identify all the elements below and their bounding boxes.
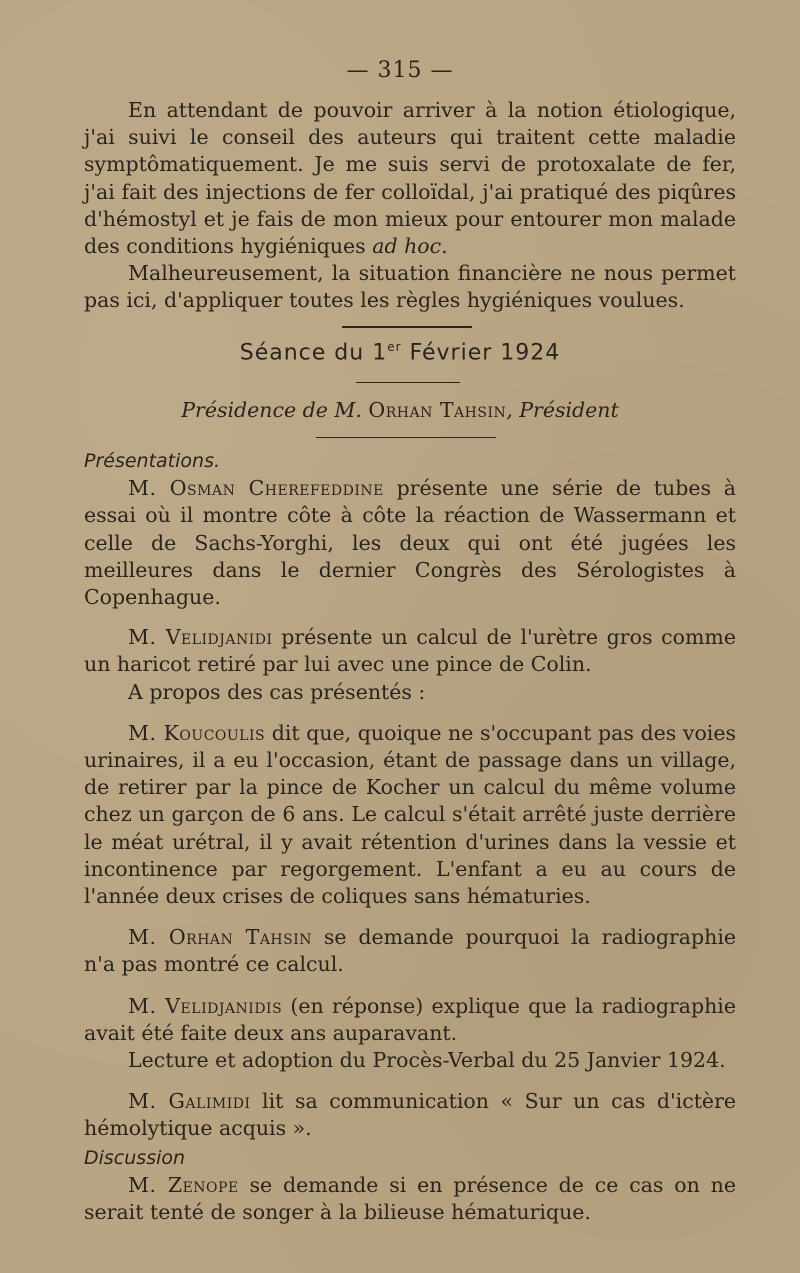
reply-velidjanidis	[84, 993, 736, 1047]
discussion-label: Discussion	[84, 1146, 186, 1169]
intro-italic-ad-hoc: ad hoc.	[372, 234, 448, 259]
presidence-name: Orhan Tahsin	[368, 398, 507, 422]
paragraph-text: se demande pourquoi la radiographie n'a pas montré ce calcul.	[84, 925, 737, 977]
paragraph-text: (en réponse) explique que la radiographie avait été faite deux ans auparavant.	[84, 993, 736, 1045]
remark-orhan-tahsin	[84, 924, 736, 978]
presidence-prefix: Présidence de M.	[181, 398, 369, 422]
proces-verbal-line: Lecture et adoption du Procès-Verbal du 25 Janvier 1924.	[128, 1048, 726, 1073]
speaker-name: M. Koucoulis	[128, 720, 266, 745]
remark-koucoulis	[84, 720, 736, 910]
presentations-section	[84, 448, 736, 1226]
intro-text	[84, 97, 736, 315]
speaker-name: M. Galimidi	[128, 1089, 251, 1114]
seance-title-start: Séance du 1	[239, 340, 388, 366]
presentations-label: Présentations.	[84, 450, 221, 472]
seance-heading	[0, 340, 800, 365]
speaker-name: M. Velidjanidis	[128, 993, 283, 1018]
presentation-velidjanidi	[84, 624, 736, 678]
communication-galimidi	[84, 1088, 736, 1142]
intro-paragraph-1-text: En attendant de pouvoir arriver à la notion étiologique, j'ai suivi le conseil des auteurs qui traitent cette maladie symptômatiquement. Je me suis servi de protoxalate de fer, j'ai fait des injections de fer colloïdal, j'ai pratiqué des piqûres d'hémostyl et je fais de mon mieux pour entourer mon malade des conditions hygiéniques	[84, 98, 736, 259]
speaker-name: M. Velidjanidi	[128, 625, 273, 650]
a-propos-line: A propos des cas présentés :	[128, 679, 426, 704]
presentation-cherefeddine	[84, 475, 736, 611]
speaker-name: M. Osman Cherefeddine	[128, 476, 384, 501]
presidence-line	[0, 398, 800, 422]
rule-above-seance	[342, 326, 472, 328]
paragraph-text: présente un calcul de l'urètre gros comme un haricot retiré par lui avec une pince de Colin.	[84, 625, 736, 677]
paragraph-text: se demande si en présence de ce cas on ne serait tenté de songer à la bilieuse hématurique.	[84, 1172, 737, 1225]
intro-paragraph-1	[84, 97, 736, 260]
speaker-name: M. Zenope	[128, 1172, 239, 1197]
rule-below-presidence	[316, 437, 496, 438]
speaker-name: M. Orhan Tahsin	[128, 925, 313, 950]
rule-below-seance	[356, 382, 460, 383]
page-number: — 315 —	[346, 58, 454, 83]
paragraph-text: présente une série de tubes à essai où il montre côte à côte la réaction de Wassermann et celle de Sachs-Yorghi, les deux qui ont été jugées les meilleures dans le dernier Congrès des Sérologistes à Copenhague.	[84, 476, 737, 610]
seance-title-end: Février 1924	[401, 340, 561, 366]
presidence-suffix: , Président	[506, 398, 619, 422]
paragraph-text: dit que, quoique ne s'occupant pas des voies urinaires, il a eu l'occasion, étant de passage dans un village, de retirer par la pince de Kocher un calcul du même volume chez un garçon de 6 ans. Le calcul s'était arrêté juste derrière le méat urétral, il y avait rétention d'urines dans la vessie et incontinence par regorgement. L'enfant a eu au cours de l'année deux crises de coliques sans hématuries.	[84, 720, 736, 909]
paragraph-text: lit sa communication « Sur un cas d'ictère hémolytique acquis ».	[84, 1089, 736, 1141]
seance-title-sup: er	[387, 340, 402, 354]
intro-paragraph-2: Malheureusement, la situation financière ne nous permet pas ici, d'appliquer toutes les règles hygiéniques voulues.	[84, 261, 736, 313]
discussion-zenope	[84, 1172, 736, 1226]
